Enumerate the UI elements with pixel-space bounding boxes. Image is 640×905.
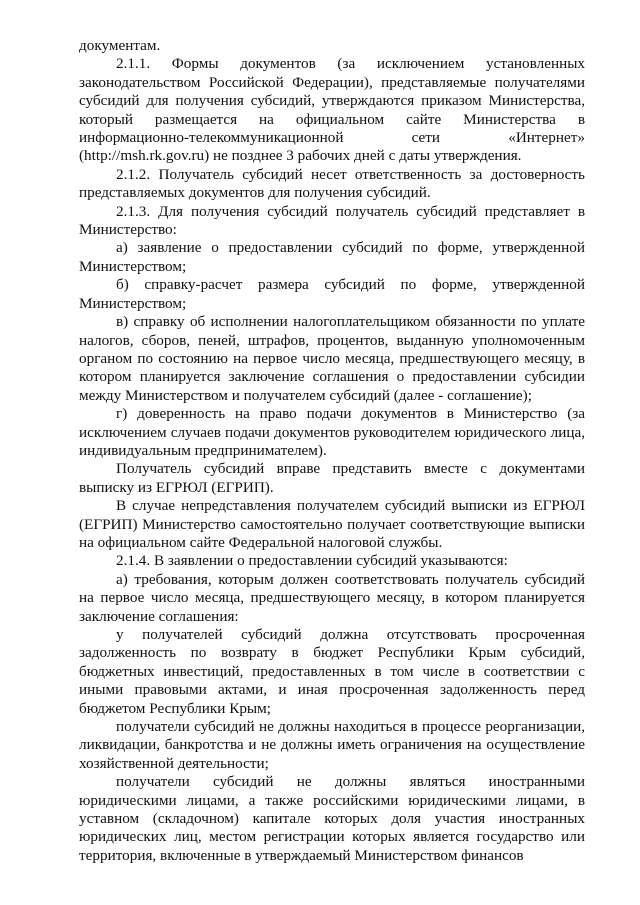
- requirement-no-debt: у получателей субсидий должна отсутствовать просроченная задолженность по возврату в бюджет Республики Крым субсидий, бюджетных инвестиций, предоставленных в том числе в соответствии с иными правовыми актами, и иная просроченная задолженность перед бюджетом Республики Крым;: [79, 626, 585, 717]
- paragraph-egrul-right: Получатель субсидий вправе представить вместе с документами выписку из ЕГРЮЛ (ЕГРИП).: [79, 460, 585, 496]
- list-item-g: г) доверенность на право подачи документов в Министерство (за исключением случаев подачи документов руководителем юридического лица, индивидуальным предпринимателем).: [79, 405, 585, 459]
- paragraph-2-1-1: 2.1.1. Формы документов (за исключением установленных законодательством Российской Федерации), представляемые получателями субсидий для получения субсидий, утверждаются приказом Министерства, который размещается на официальном сайте Министерства в информационно-телекоммуникационной сети «Интернет» (http://msh.rk.gov.ru) не позднее 3 рабочих дней с даты утверждения.: [79, 55, 585, 165]
- list-item-a: а) заявление о предоставлении субсидий по форме, утвержденной Министерством;: [79, 239, 585, 275]
- paragraph-continuation: документам.: [79, 37, 161, 54]
- document-page: [79, 37, 585, 865]
- paragraph-2-1-2: 2.1.2. Получатель субсидий несет ответственность за достоверность представляемых документов для получения субсидий.: [79, 165, 585, 202]
- paragraph-2-1-3: 2.1.3. Для получения субсидий получатель субсидий представляет в Министерство:: [79, 202, 585, 239]
- paragraph-2-1-4: 2.1.4. В заявлении о предоставлении субсидий указываются:: [116, 552, 508, 570]
- list-item-a-requirements: а) требования, которым должен соответствовать получатель субсидий на первое число месяца, предшествующего месяцу, в котором планируется заключение соглашения:: [79, 570, 585, 625]
- requirement-not-foreign: получатели субсидий не должны являться иностранными юридическими лицами, а также российскими юридическими лицами, в уставном (складочном) капитале которых доля участия иностранных юридических лиц, местом регистрации которых является государство или территория, включенные в утверждаемый Министерством финансов: [79, 773, 585, 864]
- list-item-v: в) справку об исполнении налогоплательщиком обязанности по уплате налогов, сборов, пеней, штрафов, процентов, выданную уполномоченным органом по состоянию на первое число месяца, предшествующего месяцу, в котором планируется заключение соглашения о предоставлении субсидии между Министерством и получателем субсидий (далее - соглашение);: [79, 313, 585, 404]
- list-item-b: б) справку-расчет размера субсидий по форме, утвержденной Министерством;: [79, 276, 585, 312]
- requirement-no-reorganization: получатели субсидий не должны находиться в процессе реорганизации, ликвидации, банкротства и не должны иметь ограничения на осуществление хозяйственной деятельности;: [79, 718, 585, 772]
- paragraph-egrul-missing: В случае непредставления получателем субсидий выписки из ЕГРЮЛ (ЕГРИП) Министерство самостоятельно получает соответствующие выписки на официальном сайте Федеральной налоговой службы.: [79, 497, 585, 551]
